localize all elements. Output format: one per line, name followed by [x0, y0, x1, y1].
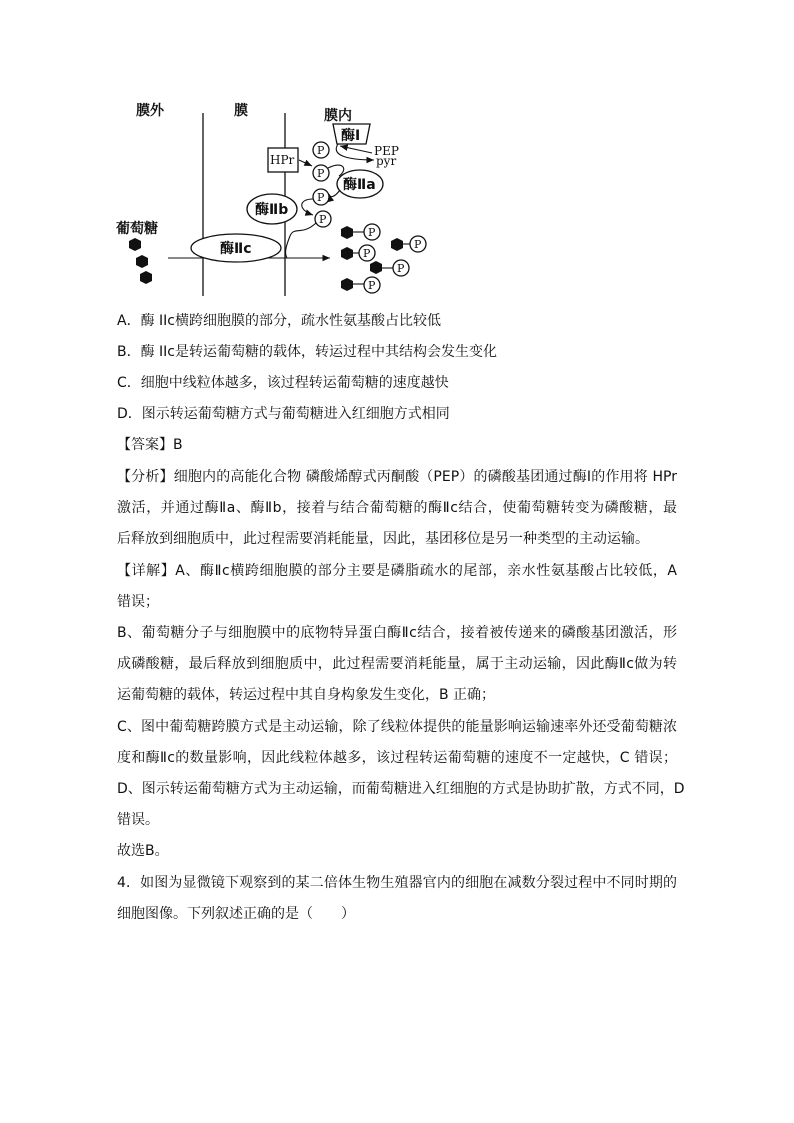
glucose-phosphate-3 [341, 245, 375, 261]
detail-line-2: 错误； [117, 594, 159, 610]
detail-line-7: 度和酶Ⅱc的数量影响，因此线粒体越多，该过程转运葡萄糖的速度不一定越快，C 错误； [117, 750, 677, 766]
detail-line-9: 错误。 [117, 812, 159, 828]
analysis-line-2: 激活，并通过酶Ⅱa、酶Ⅱb，接着与结合葡萄糖的酶Ⅱc结合，使葡萄糖转变为磷酸糖，最 [117, 500, 677, 516]
analysis-line-3: 后释放到细胞质中，此过程需要消耗能量，因此，基团移位是另一种类型的主动运输。 [117, 531, 649, 547]
detail-line-3: B、葡萄糖分子与细胞膜中的底物特异蛋白酶Ⅱc结合，接着被传递来的磷酸基团激活，形 [117, 625, 677, 641]
pep-arrow [340, 146, 372, 153]
phosphate-4 [315, 211, 331, 227]
p-to-2b-arrow [302, 199, 313, 215]
option-d: D．图示转运葡萄糖方式与葡萄糖进入红细胞方式相同 [117, 406, 450, 422]
p-to-2a-curve [328, 165, 344, 176]
svg-text:P: P [317, 144, 325, 157]
detail-line-4: 成磷酸糖，最后释放到细胞质中，此过程需要消耗能量，属于主动运输，因此酶Ⅱc做为转 [117, 656, 677, 672]
glucose-hex-2 [136, 255, 148, 268]
detail-line-5: 运葡萄糖的载体，转运过程中其自身构象发生变化，B 正确； [117, 687, 496, 703]
glucose-hex-3 [140, 271, 152, 284]
glucose-hex-1 [129, 238, 141, 251]
2a-to-p-arrow [329, 190, 340, 197]
enzyme2b-label: 酶Ⅱb [255, 202, 289, 218]
svg-text:P: P [317, 167, 325, 180]
enzyme2c-label: 酶Ⅱc [220, 241, 252, 257]
svg-text:P: P [363, 247, 371, 260]
diagram-svg [112, 98, 442, 303]
svg-text:P: P [368, 279, 376, 292]
enzyme1-label: 酶Ⅰ [341, 128, 361, 144]
analysis-line-1: 【分析】细胞内的高能化合物 磷酸烯醇式丙酮酸（PEP）的磷酸基团通过酶Ⅰ的作用将 HPr [117, 469, 677, 485]
glucose-phosphate-1 [341, 224, 380, 240]
hpr-label: HPr [270, 153, 295, 167]
glucose-phosphate-4 [370, 260, 409, 276]
detail-line-8: D、图示转运葡萄糖方式为主动运输，而葡萄糖进入红细胞的方式是协助扩散，方式不同，D [117, 781, 685, 797]
hpr-to-p-arrow [299, 160, 312, 166]
detail-line-1: 【详解】A、酶Ⅱc横跨细胞膜的部分主要是磷脂疏水的尾部，亲水性氨基酸占比较低，A [117, 563, 677, 579]
p-to-2c-curve [286, 223, 316, 258]
detail-line-10: 故选B。 [117, 843, 169, 859]
enzyme2a-label: 酶Ⅱa [343, 177, 376, 193]
glucose-phosphate-5 [341, 277, 380, 293]
option-a: A．酶 IIc横跨细胞膜的部分，疏水性氨基酸占比较低 [117, 313, 441, 329]
svg-text:P: P [368, 226, 376, 239]
glucose-phosphate-2 [391, 236, 426, 252]
enzyme-transport-diagram [112, 98, 442, 303]
phosphate-on-hpr [313, 142, 329, 158]
glucose-label: 葡萄糖 [116, 221, 158, 237]
svg-text:P: P [414, 238, 422, 251]
phosphate-2 [313, 165, 329, 181]
question4-line-2: 细胞图像。下列叙述正确的是（ ） [117, 906, 355, 922]
pep-label: PEP [374, 144, 399, 158]
detail-line-6: C、图中葡萄糖跨膜方式是主动运输，除了线粒体提供的能量影响运输速率外还受葡萄糖浓 [117, 719, 677, 735]
outside-label: 膜外 [136, 103, 164, 119]
pyr-label: pyr [376, 154, 397, 168]
inside-label: 膜内 [324, 108, 352, 124]
svg-text:P: P [317, 191, 325, 204]
svg-text:P: P [397, 262, 405, 275]
phosphate-3 [313, 189, 329, 205]
membrane-label: 膜 [234, 103, 248, 119]
option-b: B．酶 IIc是转运葡萄糖的载体，转运过程中其结构会发生变化 [117, 344, 498, 360]
answer-line: 【答案】B [117, 437, 183, 453]
svg-text:P: P [319, 213, 327, 226]
option-c: C．细胞中线粒体越多，该过程转运葡萄糖的速度越快 [117, 375, 449, 391]
question4-line-1: 4．如图为显微镜下观察到的某二倍体生物生殖器官内的细胞在减数分裂过程中不同时期的 [117, 875, 677, 891]
